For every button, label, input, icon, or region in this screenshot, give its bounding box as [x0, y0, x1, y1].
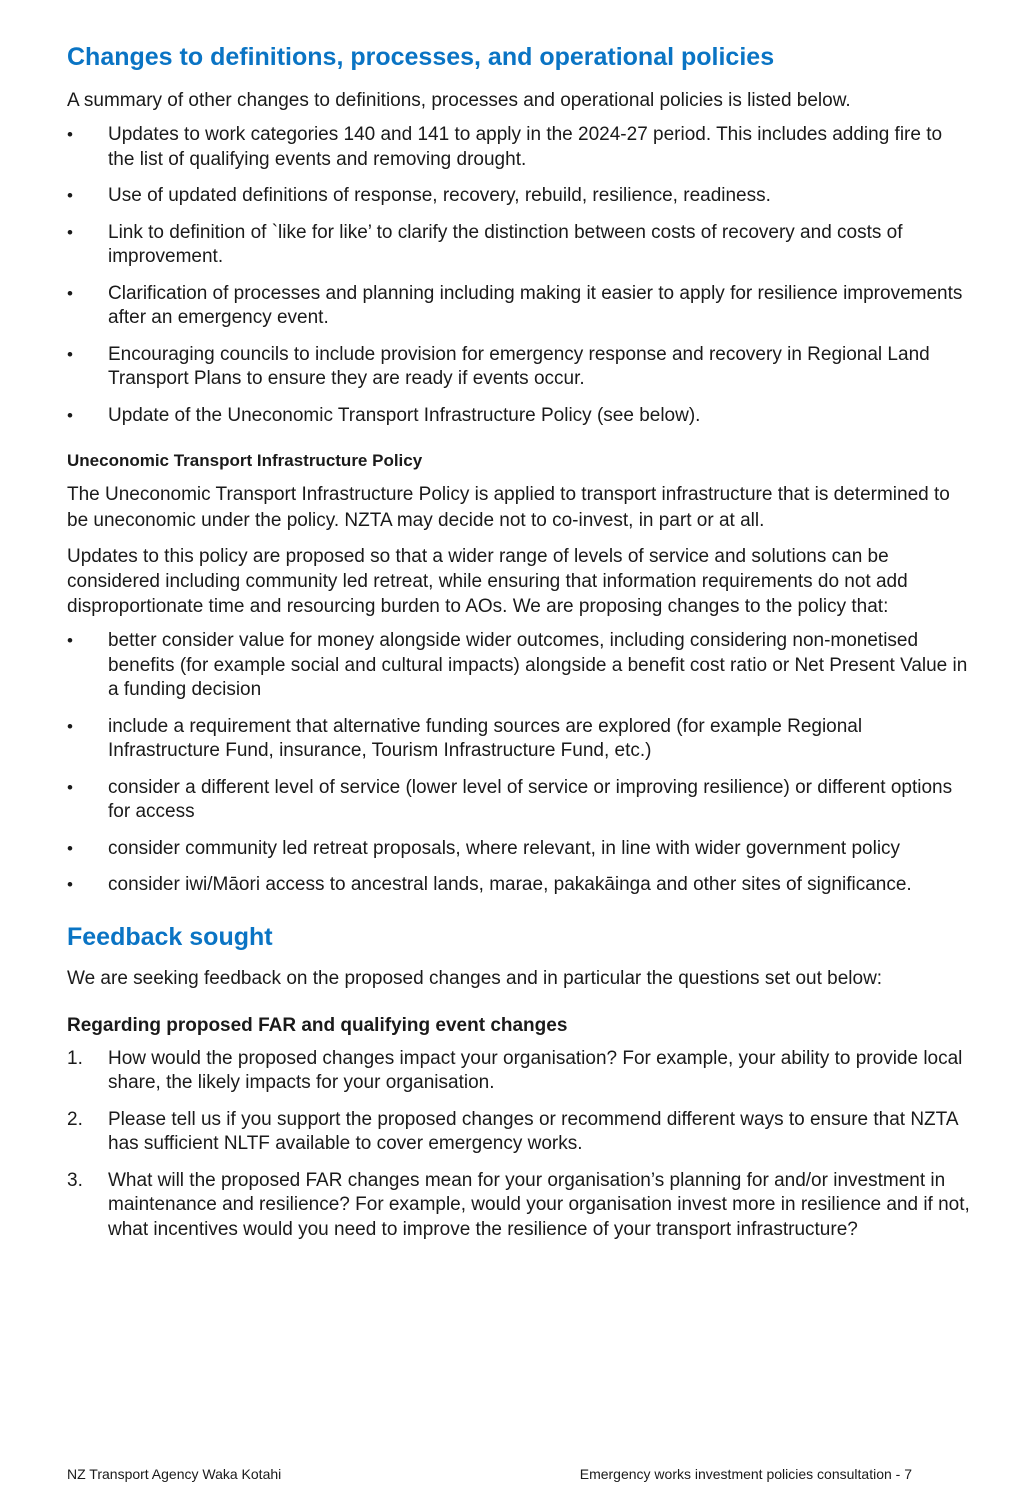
changes-list	[67, 123, 972, 428]
question-item	[67, 1169, 972, 1243]
list-item: • Update of the Uneconomic Transport Infrastructure Policy (see below).	[67, 404, 972, 429]
list-item: • Encouraging councils to include provision for emergency response and recovery in Regional Land Transport Plans to ensure they are ready if events occur.	[67, 343, 972, 392]
question-number: 3.	[67, 1169, 83, 1191]
list-item: • consider iwi/Māori access to ancestral lands, marae, pakakāinga and other sites of significance.	[67, 873, 972, 898]
question-text: What will the proposed FAR changes mean for your organisation’s planning for and/or investment in maintenance and resilience? For example, would your organisation invest more in resilience and if not, what incentives would you need to improve the resilience of your transport infrastructure?	[108, 1169, 970, 1240]
list-item: • Updates to work categories 140 and 141 to apply in the 2024-27 period. This includes adding fire to the list of qualifying events and removing drought.	[67, 123, 972, 172]
questions-list	[67, 1047, 972, 1243]
policy-paragraph-2: Updates to this policy are proposed so that a wider range of levels of service and solutions can be considered including community led retreat, while ensuring that information requirements do not add disproportionate time and resourcing burden to AOs. We are proposing changes to the policy that:	[67, 546, 908, 617]
policy-changes-list	[67, 629, 972, 898]
footer-page-info: Emergency works investment policies consultation - 7	[579, 1466, 912, 1482]
list-item: • Use of updated definitions of response, recovery, rebuild, resilience, readiness.	[67, 184, 972, 209]
question-item	[67, 1108, 972, 1157]
section-heading-changes: Changes to definitions, processes, and operational policies	[67, 43, 775, 71]
document-page	[67, 40, 972, 1254]
list-item: • Link to definition of `like for like’ to clarify the distinction between costs of recovery and costs of improvement.	[67, 221, 972, 270]
footer-organisation: NZ Transport Agency Waka Kotahi	[67, 1466, 282, 1482]
question-number: 2.	[67, 1108, 83, 1130]
question-text: Please tell us if you support the proposed changes or recommend different ways to ensure that NZTA has sufficient NLTF available to cover emergency works.	[108, 1108, 958, 1154]
section-heading-feedback: Feedback sought	[67, 922, 273, 951]
subheading-uneconomic-policy: Uneconomic Transport Infrastructure Policy	[67, 451, 423, 470]
list-item: • include a requirement that alternative funding sources are explored (for example Regional Infrastructure Fund, insurance, Tourism Infrastructure Fund, etc.)	[67, 715, 972, 764]
list-item: • consider community led retreat proposals, where relevant, in line with wider government policy	[67, 837, 972, 862]
question-text: How would the proposed changes impact your organisation? For example, your ability to provide local share, the likely impacts for your organisation.	[108, 1047, 963, 1093]
feedback-intro: We are seeking feedback on the proposed changes and in particular the questions set out below:	[67, 967, 883, 989]
policy-paragraph-1: The Uneconomic Transport Infrastructure Policy is applied to transport infrastructure that is determined to be uneconomic under the policy. NZTA may decide not to co-invest, in part or at all.	[67, 484, 950, 531]
list-item: • Clarification of processes and planning including making it easier to apply for resilience improvements after an emergency event.	[67, 282, 972, 331]
section-intro: A summary of other changes to definitions, processes and operational policies is listed below.	[67, 90, 851, 111]
list-item: • consider a different level of service (lower level of service or improving resilience) or different options for access	[67, 776, 972, 825]
question-item	[67, 1047, 972, 1096]
subheading-far-changes: Regarding proposed FAR and qualifying event changes	[67, 1014, 568, 1036]
question-number: 1.	[67, 1047, 83, 1069]
list-item: • better consider value for money alongside wider outcomes, including considering non-monetised benefits (for example social and cultural impacts) alongside a benefit cost ratio or Net Present Value in a funding decision	[67, 629, 972, 703]
page-footer	[67, 1465, 912, 1483]
